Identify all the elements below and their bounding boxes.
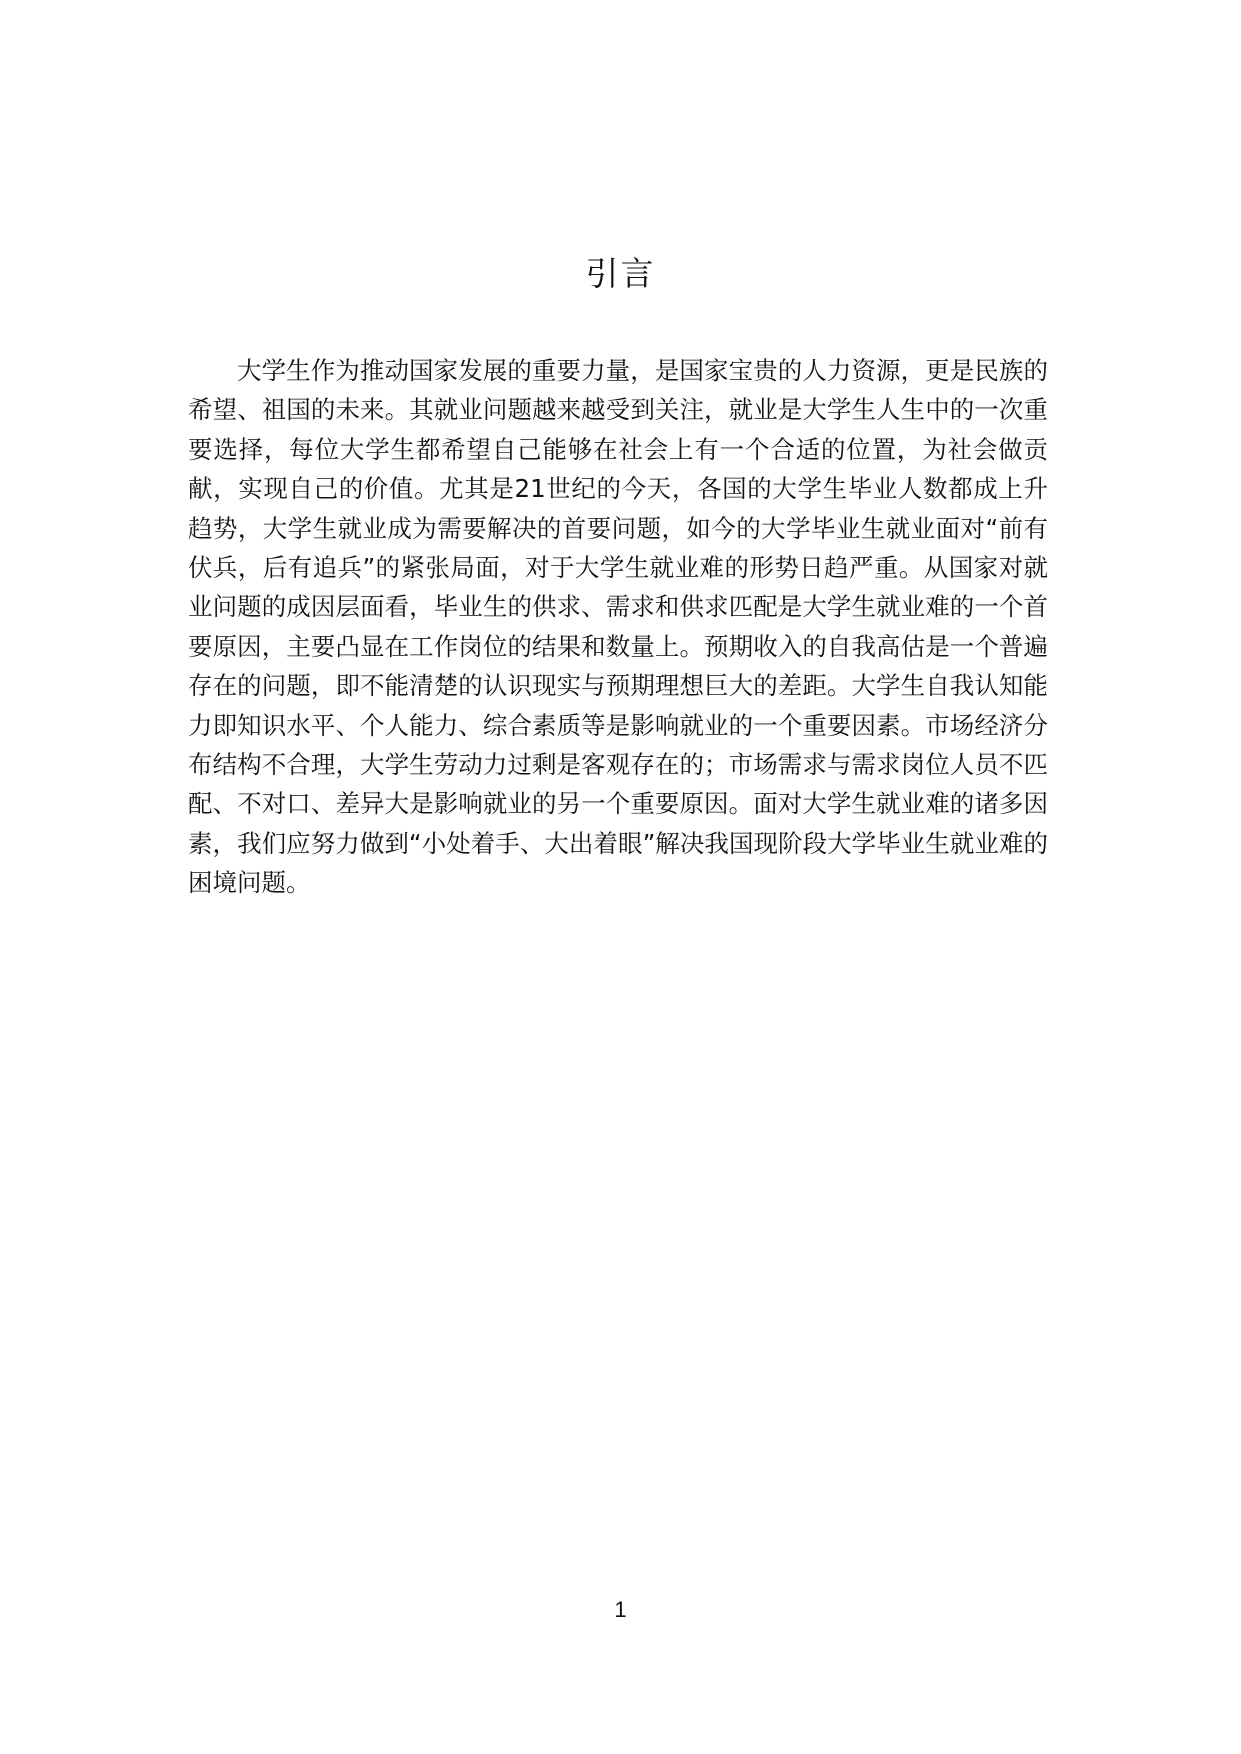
page-title: 引言 — [585, 254, 656, 293]
page-number: 1 — [614, 1597, 627, 1622]
body-paragraph: 大学生作为推动国家发展的重要力量，是国家宝贵的人力资源，更是民族的希望、祖国的未来。其就业问题越来越受到关注，就业是大学生人生中的一次重要选择，每位大学生都希望自己能够在社会上有一个合适的位置，为社会做贡献，实现自己的价值。尤其是21世纪的今天，各国的大学生毕业人数都成上升趋势，大学生就业成为需要解决的首要问题，如今的大学毕业生就业面对“前有伏兵，后有追兵”的紧张局面，对于大学生就业难的形势日趋严重。从国家对就业问题的成因层面看，毕业生的供求、需求和供求匹配是大学生就业难的一个首要原因，主要凸显在工作岗位的结果和数量上。预期收入的自我高估是一个普遍存在的问题，即不能清楚的认识现实与预期理想巨大的差距。大学生自我认知能力即知识水平、个人能力、综合素质等是影响就业的一个重要因素。市场经济分布结构不合理，大学生劳动力过剩是客观存在的；市场需求与需求岗位人员不匹配、不对口、差异大是影响就业的另一个重要原因。面对大学生就业难的诸多因素，我们应努力做到“小处着手、大出着眼”解决我国现阶段大学毕业生就业难的困境问题。 — [188, 356, 1048, 898]
